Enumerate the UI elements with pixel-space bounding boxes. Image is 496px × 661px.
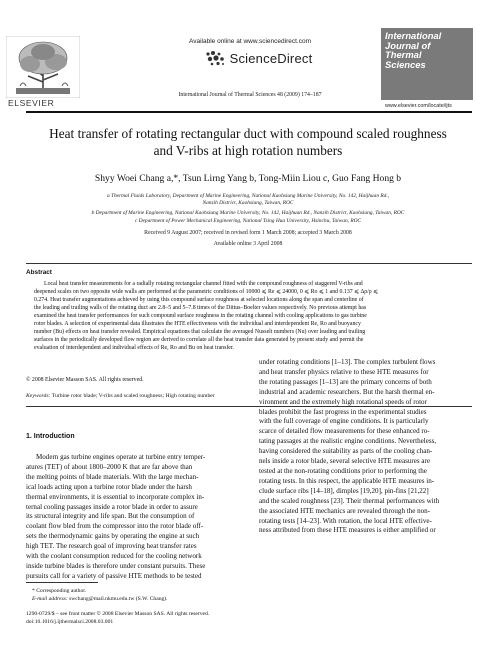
right-column [259,358,472,536]
abstract-line: number (Bu) effects on heat transfer revealed. Empirical equations that calculate the averaged Nusselt numbers (Nu) over leading and trailing [34,329,366,336]
body-line: its structural integrity and life span. But the consumption of [26,512,195,521]
email-note [32,596,168,602]
body-line: with the coolant consumption reduced for the cooling network [26,552,202,561]
elsevier-tree-logo [6,36,80,98]
body-line: clude surface ribs [14–18], dimples [19,20], pin-fins [21,22] [259,486,429,495]
cover-title-line: Sciences [385,58,426,70]
abstract-line: the leading and trailing walls of the rotating duct are 2.8–5 and 5–7.8 times of the Dittus–Boelter values respectively. No previous attempt has [34,305,367,312]
body-line: coolant flow bled from the compressor into the rotor blade off- [26,522,204,531]
body-line: blades prohibit the fast progress in the experimental studies [259,407,427,416]
journal-citation: International Journal of Thermal Sciences 48 (2009) 174–187 [178,92,322,98]
abstract-body [26,280,472,352]
body-line: ical loads acting upon a turbine rotor blade under the harsh [26,482,192,491]
body-line: having considered the suitability as parts of the cooling chan- [259,447,433,456]
body-line: with the full coverage of engine conditions. It is particularly [259,417,429,426]
body-line: inside turbine blades is therefore under constant pursuits. These [26,561,206,570]
abstract-line: evaluation of interdependent and individual effects of Re, Ro and Bu on heat transfer. [34,345,234,352]
journal-url-link[interactable]: www.elsevier.com/locate/ijts [385,103,452,109]
abstract-line: 0.274. Heat transfer augmentations achieved by using this compound surface roughness at selected locations along the span and centerline of [34,297,364,304]
publisher-name: ELSEVIER [8,98,55,108]
body-line: rotating tests [14–23]. With rotation, the local HTE effective- [259,516,432,525]
body-line: tating passages at the realistic engine conditions. Nevertheless, [259,437,437,446]
journal-header [0,0,496,112]
body-line: ness attributed from these HTE measures is either amplified or [259,526,436,535]
body-line: the rotating passages [1–13] are the primary concerns of both [259,377,432,386]
available-online-text: Available online at www.sciencedirect.com [189,38,311,45]
abstract-line: surfaces in the periodically developed flow region are derived to correlate all the heat transfer data generated by present study and permit the [34,337,364,344]
received-dates: Received 9 August 2007; received in revised form 1 March 2008; accepted 3 March 2008 [144,230,352,236]
body-line: sets the thermodynamic gains by operating the engine at such [26,532,200,541]
cover-title-line: Journal of [385,39,431,51]
author-list: Shyy Woei Chang a,*, Tsun Lirng Yang b, Tong-Miin Liou c, Guo Fang Hong b [94,173,402,184]
sciencedirect-dots-icon [204,50,226,66]
sciencedirect-wordmark: ScienceDirect [229,50,313,66]
footnote-rule [26,582,98,583]
body-line: ternal cooling passages inside a rotor blade in order to assure [26,502,198,511]
body-line: the melting points of blade materials. With the large mechan- [26,472,199,481]
keywords-list: Turbine rotor blade; V-ribs and scaled roughness; High rotating number [51,393,215,399]
cover-title-line: International [385,30,442,41]
body-line: thermal environments, it is essential to incorporate complex in- [26,492,205,501]
left-column [26,453,239,582]
section-heading: 1. Introduction [26,433,75,440]
body-line: and heat transfer physics relative to these HTE measures for [259,367,429,376]
body-line: high TET. The research goal of improving heat transfer rates [26,542,197,551]
body-line: pursuits call for a variety of passive HTE methods to be tested [26,571,202,580]
body-line: vironment and the extremely high rotational speeds of rotor [259,397,427,406]
corresponding-author-note: * Corresponding author. [32,588,87,594]
header-divider [26,111,472,113]
keywords [26,393,215,399]
body-line: industrial and academic researchers. But the harsh thermal en- [259,387,435,396]
body-line: rotating tests. In this respect, the applicable HTE measures in- [259,476,435,485]
sciencedirect-logo [168,48,348,68]
abstract-copyright: © 2008 Elsevier Masson SAS. All rights reserved. [26,377,144,383]
cover-title-line: Thermal [385,49,422,61]
abstract-line: examined the heat transfer performances for such compound surface roughness in the rotating channel with cooling applications to gas turbine [34,313,367,320]
affiliation: a Thermal Fluids Laboratory, Department of Marine Engineering, National Kaohsiung Marine University, No. 142, Haijhuan Rd., [106,193,390,199]
body-line: under rotating conditions [1–13]. The complex turbulent flows [259,358,436,366]
affiliation: Nanzih District, Kaohsiung, Taiwan, ROC [202,200,294,206]
body-line: scarce of detailed flow measurements for these enhanced ro- [259,427,430,436]
body-line: and the scaled roughness [23]. Their thermal performances with [259,496,440,505]
body-line: tested at the non-rotating conditions prior to performing the [259,466,427,475]
affiliation: b Department of Marine Engineering, National Kaohsiung Marine University, No. 142, Haijhuan Rd., Nanzih District, Kaohsiung, Taiwan, ROC [91,210,405,216]
email-label: E-mail address: [32,596,68,602]
doi-link[interactable]: doi:10.1016/j.ijthermalsci.2008.03.001 [26,619,114,625]
article-title [40,125,456,159]
journal-cover [381,28,473,100]
body-line: Modern gas turbine engines operate at turbine entry temper- [36,453,206,461]
abstract-line: deepened scales on two opposite wide walls are performed at the parametric conditions of 10000 ⩽ Re ⩽ 24000, 0 ⩽ Ro ⩽ 1 and 0.137 ⩽ Δρ/ρ ⩽ [34,289,379,296]
title-line: Heat transfer of rotating rectangular duct with compound scaled roughness [49,126,447,141]
abstract-top-rule [26,263,472,264]
body-line: nels inside a rotor blade, several selective HTE measures are [259,457,431,466]
abstract-heading: Abstract [26,269,52,276]
keywords-label: Keywords: [26,393,51,399]
affiliation: c Department of Power Mechanical Engineering, National Tsing Hua University, Hsinchu, Taiwan, ROC [134,218,362,224]
abstract-line: Local heat transfer measurements for a radially rotating rectangular channel fitted with the compound roughness of staggered V-ribs and [44,281,363,287]
abstract-line: rotor blades. A selection of experimental data illustrates the HTE effectiveness with the individual and interdependent Re, Ro and buoyancy [34,321,361,328]
title-line: and V-ribs at high rotation numbers [153,143,343,158]
email-address-link[interactable]: swchang@mail.nkmu.edu.tw (S.W. Chang). [69,596,168,602]
issn-line: 1290-0729/$ – see front matter © 2008 Elsevier Masson SAS. All rights reserved. [26,611,210,617]
body-line: the associated HTE mechanics are revealed through the non- [259,506,431,515]
body-line: atures (TET) of about 1800–2000 K that are far above than [26,462,193,471]
available-date: Available online 3 April 2008 [213,241,283,247]
